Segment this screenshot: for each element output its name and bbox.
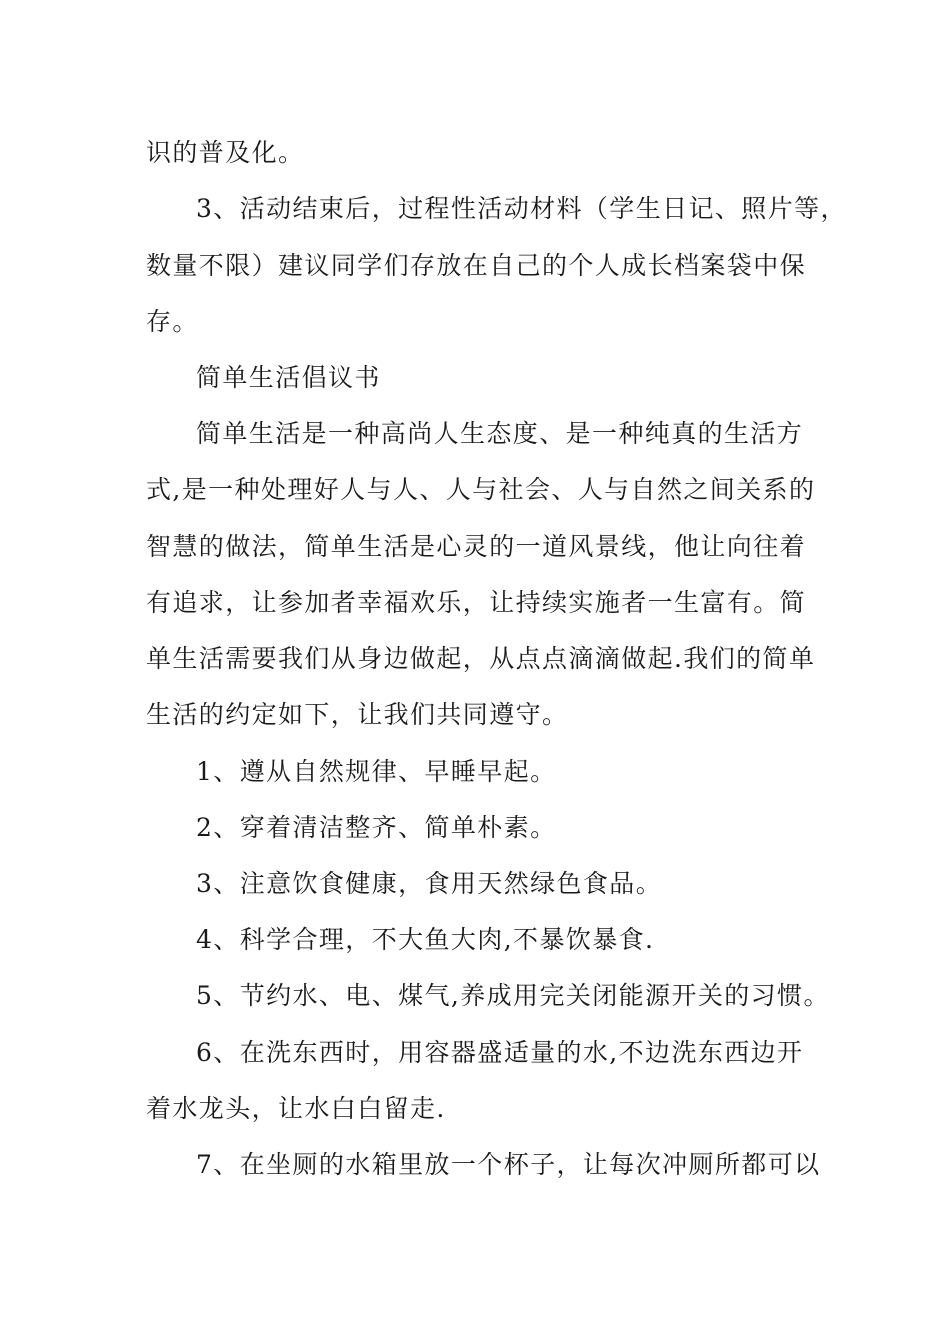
text-line: 存。 — [146, 307, 199, 336]
text-line: 单生活需要我们从身边做起，从点点滴滴做起.我们的简单 — [146, 644, 816, 673]
text-line: 着水龙头，让水白白留走. — [146, 1094, 446, 1123]
list-item: 2、穿着清洁整齐、简单朴素。 — [196, 813, 557, 842]
text-line: 简单生活是一种高尚人生态度、是一种纯真的生活方 — [196, 419, 804, 448]
text-line: 生活的约定如下，让我们共同遵守。 — [146, 700, 569, 729]
text-line: 式,是一种处理好人与人、人与社会、人与自然之间关系的 — [146, 475, 816, 504]
list-item: 6、在洗东西时，用容器盛适量的水,不边洗东西边开 — [196, 1038, 804, 1067]
text-line: 智慧的做法，简单生活是心灵的一道风景线，他让向往着 — [146, 532, 807, 561]
text-line: 3、活动结束后，过程性活动材料（学生日记、照片等， — [196, 194, 847, 223]
list-item: 5、节约水、电、煤气,养成用完关闭能源开关的习惯。 — [196, 981, 830, 1010]
text-line: 有追求，让参加者幸福欢乐，让持续实施者一生富有。简 — [146, 588, 807, 617]
list-item: 4、科学合理，不大鱼大肉,不暴饮暴食. — [196, 925, 655, 954]
text-line: 数量不限）建议同学们存放在自己的个人成长档案袋中保 — [146, 251, 807, 280]
text-line: 识的普及化。 — [146, 138, 305, 167]
list-item: 1、遵从自然规律、早睡早起。 — [196, 757, 557, 786]
section-title: 简单生活倡议书 — [196, 363, 381, 392]
list-item: 7、在坐厕的水箱里放一个杯子，让每次冲厕所都可以 — [196, 1150, 821, 1179]
list-item: 3、注意饮食健康，食用天然绿色食品。 — [196, 869, 663, 898]
